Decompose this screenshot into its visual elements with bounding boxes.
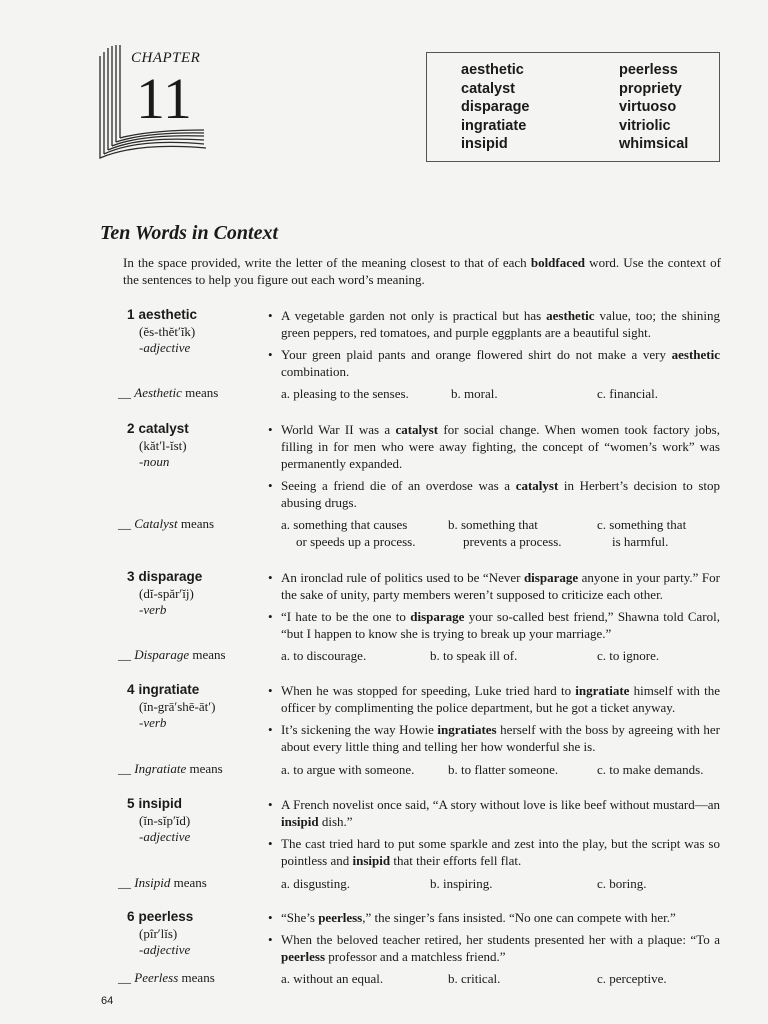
chapter-label: CHAPTER bbox=[131, 50, 201, 66]
answer-option-c: c. to make demands. bbox=[597, 762, 704, 777]
example-sentence: • Your green plaid pants and orange flowered shirt do not make a very aesthetic combination. bbox=[268, 347, 720, 379]
word-list-item: catalyst bbox=[461, 80, 516, 97]
entry-number: 6 bbox=[127, 909, 135, 924]
example-sentence: • A vegetable garden not only is practical but has aesthetic value, too; the shining green peppers, red tomatoes, and purple eggplants are a beautiful sight. bbox=[268, 308, 720, 340]
entry-number: 1 bbox=[127, 307, 135, 322]
answer-option-b: b. to flatter someone. bbox=[448, 762, 559, 777]
example-sentence: • When he was stopped for speeding, Luke tried hard to ingratiate himself with the officer by complimenting the police department, but he got a ticket anyway. bbox=[268, 683, 720, 715]
word-list-item: propriety bbox=[619, 80, 682, 97]
answer-blank-label[interactable]: __ Peerless means bbox=[118, 970, 215, 985]
answer-option-b: b. to speak ill of. bbox=[430, 648, 518, 663]
answer-option-c: c. financial. bbox=[597, 386, 658, 401]
word-list-item: insipid bbox=[461, 136, 508, 152]
answer-option-c: c. to ignore. bbox=[597, 648, 660, 663]
entry-pronunciation: (kăt′l-ĭst) bbox=[139, 438, 187, 453]
answer-option-c: c. perceptive. bbox=[597, 971, 667, 986]
answer-blank-label[interactable]: __ Insipid means bbox=[118, 875, 207, 890]
answer-option-b: b. moral. bbox=[451, 386, 498, 401]
entry-word-block bbox=[127, 568, 202, 618]
instructions-bold: boldfaced bbox=[530, 255, 586, 270]
entry-pronunciation: (pîr′lĭs) bbox=[139, 926, 178, 941]
entry-word: disparage bbox=[138, 569, 203, 584]
word-list-item: peerless bbox=[619, 62, 678, 78]
entry-word: insipid bbox=[138, 796, 183, 811]
entry-number: 3 bbox=[127, 569, 135, 584]
answer-option-b: b. something that prevents a process. bbox=[448, 517, 562, 549]
entry-word-block bbox=[127, 681, 215, 731]
word-list-item: whimsical bbox=[619, 136, 689, 152]
answer-blank-label[interactable]: __ Disparage means bbox=[118, 647, 226, 662]
answer-option-a: a. disgusting. bbox=[281, 876, 350, 891]
word-list-item: aesthetic bbox=[461, 62, 524, 78]
entry-word-block bbox=[127, 420, 189, 470]
entry-number: 2 bbox=[127, 421, 135, 436]
word-list-box bbox=[426, 52, 720, 162]
entry-word-block bbox=[127, 306, 197, 356]
entry-word: catalyst bbox=[138, 421, 189, 436]
answer-option-c: c. something that is harmful. bbox=[597, 517, 687, 549]
entry-part-of-speech: -noun bbox=[139, 454, 170, 469]
answer-blank-label[interactable]: __ Aesthetic means bbox=[118, 385, 219, 400]
page-number: 64 bbox=[101, 995, 114, 1007]
entry-word: ingratiate bbox=[138, 682, 200, 697]
answer-option-a: a. to discourage. bbox=[281, 648, 367, 663]
answer-option-a: a. something that causes or speeds up a process. bbox=[281, 517, 416, 549]
entry-part-of-speech: -adjective bbox=[139, 942, 191, 957]
word-list-item: disparage bbox=[461, 99, 530, 115]
answer-blank-label[interactable]: __ Catalyst means bbox=[118, 516, 215, 531]
word-list-right bbox=[619, 61, 688, 154]
entry-pronunciation: (ĕs-thĕt′ĭk) bbox=[139, 324, 196, 339]
entry-word: peerless bbox=[138, 909, 194, 924]
entry-number: 5 bbox=[127, 796, 135, 811]
section-title: Ten Words in Context bbox=[100, 222, 279, 244]
entry-pronunciation: (dĭ-spăr′ĭj) bbox=[139, 586, 194, 601]
entry-part-of-speech: -adjective bbox=[139, 829, 191, 844]
word-list-item: vitriolic bbox=[619, 117, 671, 134]
answer-option-a: a. to argue with someone. bbox=[281, 762, 415, 777]
instructions-text: word. Use the context of the sentences to help you figure out each word’s meaning. bbox=[123, 255, 721, 287]
answer-option-b: b. critical. bbox=[448, 971, 501, 986]
answer-option-b: b. inspiring. bbox=[430, 876, 493, 891]
answer-blank-label[interactable]: __ Ingratiate means bbox=[118, 761, 223, 776]
example-sentence: • “I hate to be the one to disparage your so-called best friend,” Shawna told Carol, “but I happen to know she is trying to break up your marriage.” bbox=[268, 609, 721, 641]
answer-option-a: a. without an equal. bbox=[281, 971, 384, 986]
example-sentence: • An ironclad rule of politics used to be “Never disparage anyone in your party.” For the sake of unity, party members weren’t supposed to criticize each other. bbox=[268, 570, 720, 602]
entry-part-of-speech: -verb bbox=[139, 715, 167, 730]
entry-word-block bbox=[127, 908, 193, 958]
example-sentence: • A French novelist once said, “A story without love is like beef without mustard—an insipid dish.” bbox=[268, 797, 720, 829]
entry-part-of-speech: -verb bbox=[139, 602, 167, 617]
entry-part-of-speech: -adjective bbox=[139, 340, 191, 355]
entry-word-block bbox=[127, 795, 190, 845]
entry-pronunciation: (ĭn-sĭp′ĭd) bbox=[139, 813, 191, 828]
entry-word: aesthetic bbox=[138, 307, 198, 322]
instructions bbox=[123, 254, 721, 288]
example-sentence: • It’s sickening the way Howie ingratiates herself with the boss by agreeing with her about every little thing and telling her how wonderful she is. bbox=[268, 722, 720, 754]
word-list-item: virtuoso bbox=[619, 99, 677, 115]
example-sentence: • The cast tried hard to put some sparkle and zest into the play, but the script was so pointless and insipid that their efforts fell flat. bbox=[268, 836, 720, 868]
example-sentence: • “She’s peerless,” the singer’s fans insisted. “No one can compete with her.” bbox=[268, 910, 676, 925]
answer-option-c: c. boring. bbox=[597, 876, 647, 891]
example-sentence: • Seeing a friend die of an overdose was a catalyst in Herbert’s decision to stop abusing drugs. bbox=[268, 478, 720, 510]
entry-number: 4 bbox=[127, 682, 135, 697]
instructions-text: In the space provided, write the letter of the meaning closest to that of each bbox=[123, 255, 531, 270]
word-list-left bbox=[461, 61, 530, 154]
example-sentence: • When the beloved teacher retired, her students presented her with a plaque: “To a peerless professor and a matchless friend.” bbox=[268, 932, 720, 964]
answer-option-a: a. pleasing to the senses. bbox=[281, 386, 409, 401]
chapter-number: 11 bbox=[136, 66, 192, 131]
entry-pronunciation: (ĭn-grā′shē-āt′) bbox=[139, 699, 216, 714]
word-list-item: ingratiate bbox=[461, 117, 527, 134]
example-sentence: • World War II was a catalyst for social change. When women took factory jobs, filling in for men who were away fighting, the concept of “women’s work” was permanently expanded. bbox=[268, 422, 720, 471]
